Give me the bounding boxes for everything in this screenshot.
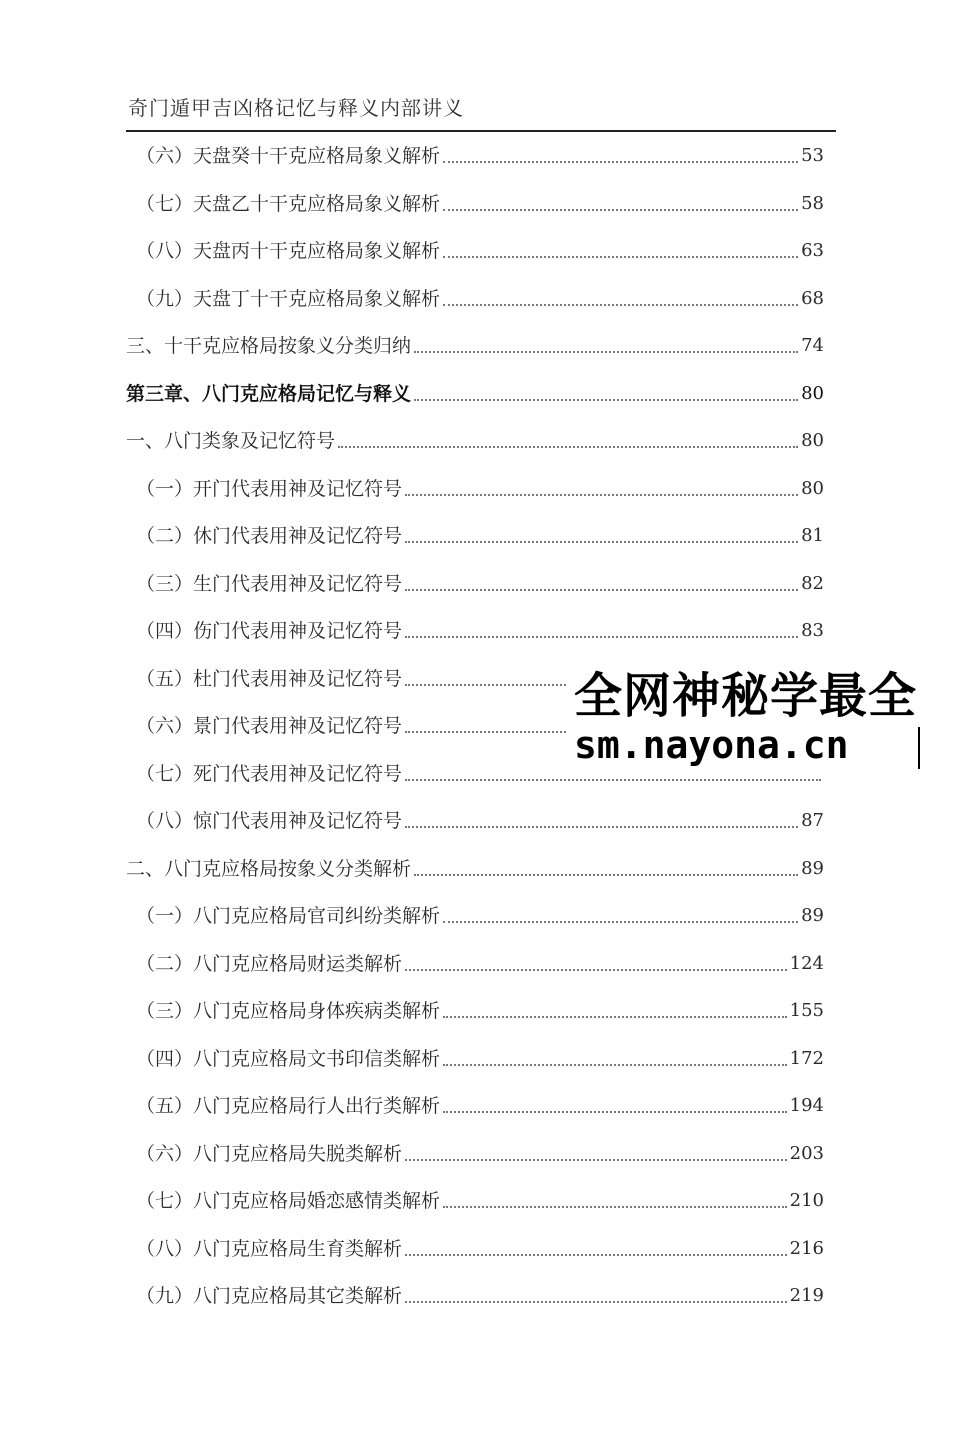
toc-page-number: 87 <box>801 810 824 831</box>
watermark-title: 全网神秘学最全 <box>574 668 918 724</box>
toc-page-number: 155 <box>789 1000 824 1021</box>
toc-entry <box>136 521 824 551</box>
toc-page-number: 80 <box>801 430 824 451</box>
toc-page-number: 172 <box>789 1048 824 1069</box>
toc-entry <box>136 1091 824 1121</box>
toc-leader-dots <box>414 874 798 876</box>
toc-page-number: 74 <box>801 335 824 356</box>
toc-leader-dots <box>443 921 798 923</box>
toc-entry <box>136 141 824 171</box>
toc-entry <box>136 1186 824 1216</box>
toc-leader-dots <box>443 1016 787 1018</box>
toc-leader-dots <box>405 826 798 828</box>
toc-entry-title: （一）八门克应格局官司纠纷类解析 <box>136 905 441 927</box>
toc-entry <box>126 426 824 456</box>
toc-entry <box>136 189 824 219</box>
toc-entry-title: （一）开门代表用神及记忆符号 <box>136 478 403 500</box>
toc-entry-title: （六）天盘癸十干克应格局象义解析 <box>136 145 441 167</box>
toc-leader-dots <box>414 351 798 353</box>
toc-leader-dots <box>405 541 798 543</box>
toc-entry-title: （九）天盘丁十干克应格局象义解析 <box>136 288 441 310</box>
toc-entry <box>126 331 824 361</box>
toc-leader-dots <box>405 1301 787 1303</box>
toc-entry-title: （二）休门代表用神及记忆符号 <box>136 525 403 547</box>
toc-leader-dots <box>405 1159 787 1161</box>
toc-entry-title: （五）杜门代表用神及记忆符号 <box>136 668 403 690</box>
running-header: 奇门遁甲吉凶格记忆与释义内部讲义 <box>128 96 464 120</box>
toc-entry-title: 一、八门类象及记忆符号 <box>126 430 336 452</box>
toc-page-number: 194 <box>789 1095 824 1116</box>
toc-entry-title: 二、八门克应格局按象义分类解析 <box>126 858 412 880</box>
toc-entry-title: （八）天盘丙十干克应格局象义解析 <box>136 240 441 262</box>
watermark-url: sm.nayona.cn <box>574 723 849 767</box>
toc-leader-dots <box>405 969 787 971</box>
toc-leader-dots <box>443 1111 787 1113</box>
toc-entry <box>136 236 824 266</box>
toc-page-number: 82 <box>801 573 824 594</box>
toc-page-number: 210 <box>789 1190 824 1211</box>
toc-page-number: 80 <box>801 383 824 404</box>
toc-leader-dots <box>405 589 798 591</box>
toc-entry-title: （八）惊门代表用神及记忆符号 <box>136 810 403 832</box>
toc-entry-title: （八）八门克应格局生育类解析 <box>136 1238 403 1260</box>
toc-leader-dots <box>443 209 798 211</box>
toc-leader-dots <box>405 636 798 638</box>
toc-entry-title: （九）八门克应格局其它类解析 <box>136 1285 403 1307</box>
toc-page-number: 83 <box>801 620 824 641</box>
toc-leader-dots <box>443 304 798 306</box>
toc-leader-dots <box>405 779 821 781</box>
toc-entry <box>136 996 824 1026</box>
toc-page-number: 81 <box>801 525 824 546</box>
toc-entry <box>136 1234 824 1264</box>
text-cursor <box>918 727 920 769</box>
toc-leader-dots <box>405 1254 787 1256</box>
toc-page-number: 216 <box>789 1238 824 1259</box>
toc-entry-title: （六）景门代表用神及记忆符号 <box>136 715 403 737</box>
toc-entry-title: （七）死门代表用神及记忆符号 <box>136 763 403 785</box>
toc-entry <box>136 1281 824 1311</box>
toc-leader-dots <box>443 1206 787 1208</box>
toc-page-number: 68 <box>801 288 824 309</box>
toc-chapter-entry <box>126 379 824 409</box>
toc-entry-title: （二）八门克应格局财运类解析 <box>136 953 403 975</box>
toc-entry-title: （三）生门代表用神及记忆符号 <box>136 573 403 595</box>
toc-entry <box>136 284 824 314</box>
toc-page-number: 80 <box>801 478 824 499</box>
toc-entry <box>136 1044 824 1074</box>
toc-entry <box>136 569 824 599</box>
toc-entry <box>136 616 824 646</box>
toc-entry-title: （四）伤门代表用神及记忆符号 <box>136 620 403 642</box>
toc-entry <box>136 474 824 504</box>
toc-entry <box>136 806 824 836</box>
toc-page-number: 58 <box>801 193 824 214</box>
toc-leader-dots <box>443 256 798 258</box>
toc-entry <box>126 854 824 884</box>
watermark-overlay <box>566 657 976 775</box>
toc-entry-title: （七）八门克应格局婚恋感情类解析 <box>136 1190 441 1212</box>
toc-page-number: 89 <box>801 858 824 879</box>
toc-leader-dots <box>405 494 798 496</box>
toc-page-number: 63 <box>801 240 824 261</box>
toc-entry-title: （三）八门克应格局身体疾病类解析 <box>136 1000 441 1022</box>
toc-entry <box>136 1139 824 1169</box>
toc-leader-dots <box>338 446 798 448</box>
toc-entry <box>136 901 824 931</box>
toc-leader-dots <box>443 1064 787 1066</box>
toc-entry-title: 三、十干克应格局按象义分类归纳 <box>126 335 412 357</box>
toc-page-number: 124 <box>789 953 824 974</box>
toc-page-number: 219 <box>789 1285 824 1306</box>
toc-entry-title: （四）八门克应格局文书印信类解析 <box>136 1048 441 1070</box>
toc-page-number: 53 <box>801 145 824 166</box>
toc-leader-dots <box>414 399 798 401</box>
toc-entry-title: （六）八门克应格局失脱类解析 <box>136 1143 403 1165</box>
toc-entry-title: （七）天盘乙十干克应格局象义解析 <box>136 193 441 215</box>
toc-leader-dots <box>443 161 798 163</box>
toc-entry-title: 第三章、八门克应格局记忆与释义 <box>126 383 412 405</box>
toc-page-number: 203 <box>789 1143 824 1164</box>
toc-entry-title: （五）八门克应格局行人出行类解析 <box>136 1095 441 1117</box>
toc-page-number: 89 <box>801 905 824 926</box>
toc-entry <box>136 949 824 979</box>
